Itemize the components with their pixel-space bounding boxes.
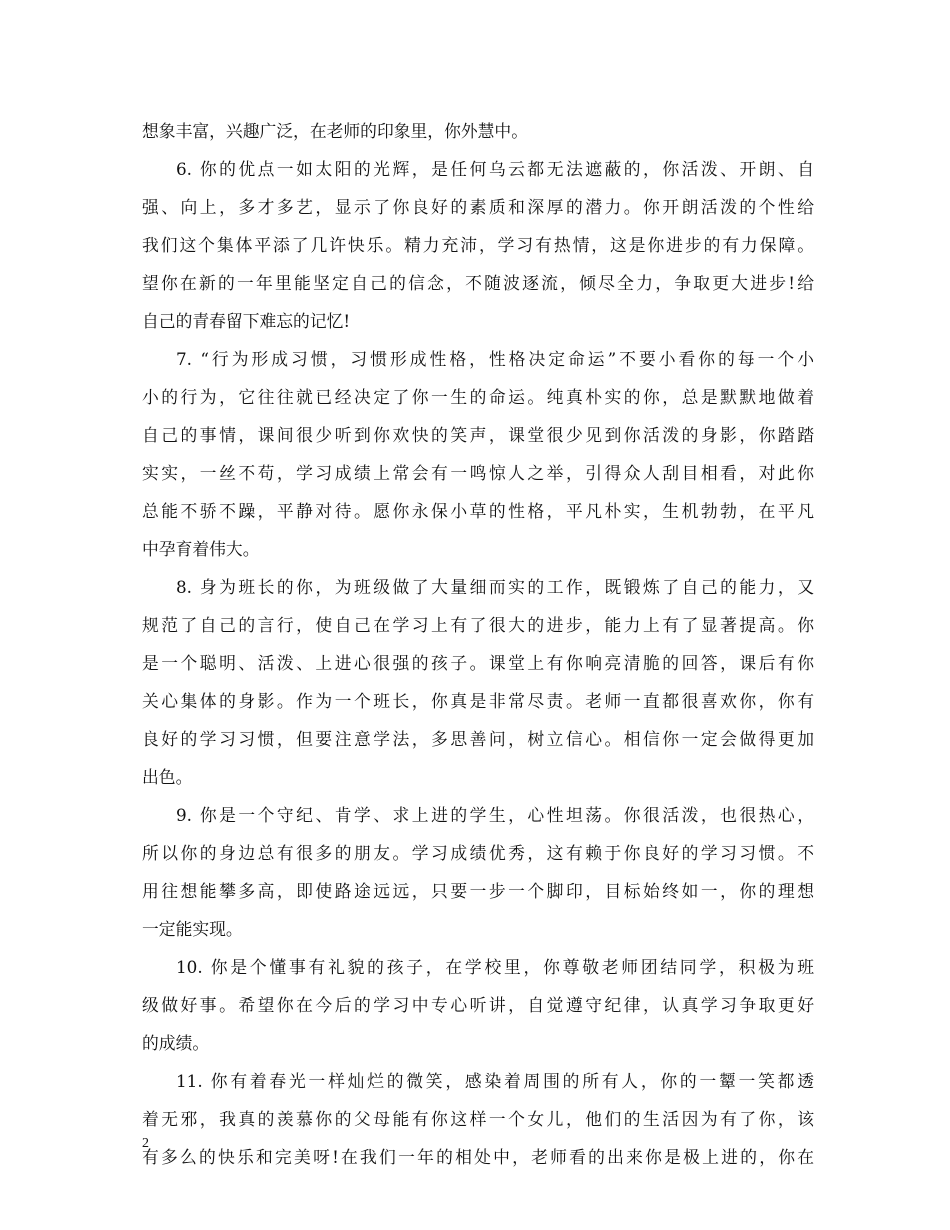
text-line: 10. 你是个懂事有礼貌的孩子，在学校里，你尊敬老师团结同学，积极为班 [176, 957, 814, 977]
text-line: 的成绩。 [142, 1033, 210, 1053]
text-line: 实实，一丝不苟，学习成绩上常会有一鸣惊人之举，引得众人刮目相看，对此你 [142, 463, 814, 483]
text-line: 一定能实现。 [142, 919, 243, 939]
text-line: 自己的事情，课间很少听到你欢快的笑声，课堂很少见到你活泼的身影，你踏踏 [142, 425, 814, 445]
text-line: 想象丰富，兴趣广泛，在老师的印象里，你外慧中。 [142, 121, 528, 141]
text-line: 出色。 [142, 767, 193, 787]
text-line: 11. 你有着春光一样灿烂的微笑，感染着周围的所有人，你的一颦一笑都透 [176, 1071, 814, 1091]
text-line: 小的行为，它往往就已经决定了你一生的命运。纯真朴实的你，总是默默地做着 [142, 387, 814, 407]
text-line: 8. 身为班长的你，为班级做了大量细而实的工作，既锻炼了自己的能力，又 [176, 577, 814, 597]
text-line: 强、向上，多才多艺，显示了你良好的素质和深厚的潜力。你开朗活泼的个性给 [142, 197, 814, 217]
text-line: 规范了自己的言行，使自己在学习上有了很大的进步，能力上有了显著提高。你 [142, 615, 814, 635]
text-line: 望你在新的一年里能坚定自己的信念，不随波逐流，倾尽全力，争取更大进步!给 [142, 273, 814, 293]
text-line: 总能不骄不躁，平静对待。愿你永保小草的性格，平凡朴实，生机勃勃，在平凡 [142, 501, 814, 521]
document-body [142, 112, 814, 1176]
text-line: 6. 你的优点一如太阳的光辉，是任何乌云都无法遮蔽的，你活泼、开朗、自 [176, 159, 814, 179]
text-line: 用往想能攀多高，即使路途远远，只要一步一个脚印，目标始终如一，你的理想 [142, 881, 814, 901]
text-line: 中孕育着伟大。 [142, 539, 260, 559]
text-line: 7. “行为形成习惯，习惯形成性格，性格决定命运”不要小看你的每一个小 [176, 349, 814, 369]
text-line: 我们这个集体平添了几许快乐。精力充沛，学习有热情，这是你进步的有力保障。 [142, 235, 814, 255]
text-line: 着无邪，我真的羡慕你的父母能有你这样一个女儿，他们的生活因为有了你，该 [142, 1109, 814, 1129]
text-line: 所以你的身边总有很多的朋友。学习成绩优秀，这有赖于你良好的学习习惯。不 [142, 843, 814, 863]
text-line: 关心集体的身影。作为一个班长，你真是非常尽责。老师一直都很喜欢你，你有 [142, 691, 814, 711]
text-line: 有多么的快乐和完美呀!在我们一年的相处中，老师看的出来你是极上进的，你在 [142, 1147, 814, 1167]
page-number: 2 [142, 1136, 149, 1151]
text-line: 是一个聪明、活泼、上进心很强的孩子。课堂上有你响亮清脆的回答，课后有你 [142, 653, 814, 673]
text-line: 9. 你是一个守纪、肯学、求上进的学生，心性坦荡。你很活泼，也很热心， [176, 805, 814, 825]
text-line: 自己的青春留下难忘的记忆! [142, 311, 351, 331]
text-line: 良好的学习习惯，但要注意学法，多思善问，树立信心。相信你一定会做得更加 [142, 729, 814, 749]
text-line: 级做好事。希望你在今后的学习中专心听讲，自觉遵守纪律，认真学习争取更好 [142, 995, 814, 1015]
